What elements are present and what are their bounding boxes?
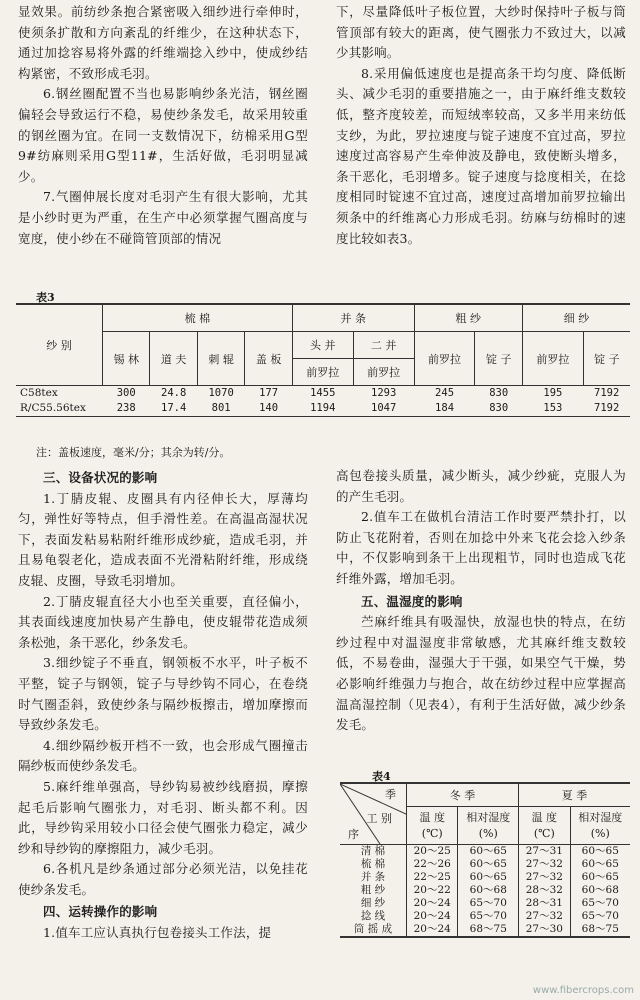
table-cell: 184	[414, 401, 475, 417]
table-cell: 20～22	[407, 884, 458, 897]
table-cell: 27～32	[519, 910, 570, 923]
table-row	[340, 897, 630, 910]
table-cell: 20～24	[407, 897, 458, 910]
table3-note: 注：盖板速度，毫米/分；其余为转/分。	[36, 446, 231, 459]
table-cell: 20～25	[407, 845, 458, 859]
table3-sub-header: 锭 子	[583, 332, 630, 386]
table-cell: 65～70	[458, 910, 519, 923]
table-row	[340, 858, 630, 871]
table-cell: 65～70	[570, 897, 630, 910]
paragraph: 下，尽量降低叶子板位置，大纱时保持叶子板与筒管顶部有较大的距离，使气圈张力不致过大，以减少其影响。	[336, 4, 626, 61]
table-cell: 28～31	[519, 897, 570, 910]
table-cell: 24.8	[161, 387, 187, 399]
table3-sub-header: 前罗拉	[414, 332, 475, 386]
table3-sub-header: 锭 子	[475, 332, 522, 386]
table4	[340, 782, 630, 938]
row-label: 细 纱	[360, 897, 386, 909]
table-row	[16, 386, 630, 402]
table3-group-header: 粗 纱	[414, 304, 522, 332]
table-cell: 300	[116, 387, 136, 399]
paragraph: 4.细纱隔纱板开档不一致，也会形成气圈撞击隔纱板而使纱条发毛。	[18, 737, 308, 774]
row-label: 梳 棉	[360, 858, 386, 870]
text-column-bottom-left	[18, 466, 308, 944]
section-heading: 四、运转操作的影响	[43, 904, 158, 920]
paragraph: 8.采用偏低速度也是提高条干均匀度、降低断头、减少毛羽的重要措施之一，由于麻纤维支数较低，整齐度较差，而短绒率较高，又多半用来纺低支纱，为此，罗拉速度与锭子速度不宜过高，罗拉速度过高容易产生牵伸波及静电，致使断头增多，条干恶化，毛羽增多。锭子速度与捻度相关，在捻度相同时锭速不宜过高，速度过高增加前罗拉输出须条中的纤维离心力形成毛羽。纺麻与纺棉时的速度比较如表3。	[336, 65, 626, 246]
table-cell: 7192	[583, 401, 630, 417]
table4-title: 表4	[372, 770, 391, 783]
table4-corner-header	[340, 783, 407, 845]
table4-col-header: 相对湿度 (%)	[458, 807, 519, 845]
row-label: C58tex	[20, 387, 58, 399]
paragraph: 5.麻纤维单强高，导纱钩易被纱线磨损，摩擦起毛后影响气圈张力，对毛羽、断头都不利。因此，导纱钩采用较小口径会使气圈张力稳定，减少纱和导纱钩的摩擦阻力，减少毛羽。	[18, 778, 308, 856]
table3-sub-header: 道 夫	[150, 332, 197, 386]
table3-sub-header: 二 并	[353, 332, 414, 359]
section-heading: 三、设备状况的影响	[43, 470, 158, 485]
table-cell: 27～30	[519, 923, 570, 937]
table-cell: 1047	[353, 401, 414, 417]
table-cell: 195	[543, 387, 563, 399]
table-cell: 153	[522, 401, 583, 417]
paragraph: 苎麻纤维具有吸湿快，放湿也快的特点，在纺纱过程中对温湿度非常敏感，尤其麻纤维支数较低，不易卷曲，湿强大于干强，如果空气干燥，势必影响纤维强力与抱合，故在纺纱过程中应掌握高温高湿控制（见表4），有利于生活好做，减少纱条发毛。	[336, 614, 626, 733]
row-label: R/C55.56tex	[16, 401, 103, 417]
table3-sub-header: 锡 林	[103, 332, 150, 386]
table-cell: 1293	[371, 387, 397, 399]
table4-col-header: 温 度 (℃)	[519, 807, 570, 845]
table3-sub-sub-header: 前罗拉	[292, 359, 353, 386]
table3-group-header: 并 条	[292, 304, 414, 332]
row-label: 捻 线	[360, 910, 386, 922]
table3-sub-sub-header: 前罗拉	[353, 359, 414, 386]
table-cell: 22～25	[407, 871, 458, 884]
paragraph: 高包卷接头质量，减少断头，减少纱疵，克服人为的产生毛羽。	[336, 468, 626, 504]
table-cell: 1194	[292, 401, 353, 417]
watermark: www.fibercrops.com	[532, 985, 634, 996]
table-cell: 68～75	[570, 923, 630, 937]
table4-col-header: 相对湿度 (%)	[570, 807, 630, 845]
paragraph: 6.各机凡是纱条通过部分必须光洁，以免挂花使纱条发毛。	[18, 861, 308, 897]
table3-group-header: 细 纱	[522, 304, 630, 332]
text-column-bottom-right	[336, 466, 626, 736]
row-label: 并 条	[360, 871, 386, 883]
table-cell: 238	[103, 401, 150, 417]
table3-row-header: 纱 别	[16, 304, 103, 386]
paragraph: 显效果。前纺纱条抱合紧密吸入细纱进行牵伸时，使须条扩散和方向紊乱的纤维少，在这种状态下，通过加捻容易将外露的纤维端捻入纱中，使成纱结构紧密，不致形成毛羽。	[18, 4, 308, 81]
table-cell: 60～65	[458, 858, 519, 871]
corner-process-label: 工 别	[366, 812, 392, 825]
table-cell: 20～24	[407, 923, 458, 937]
table-cell: 27～32	[519, 858, 570, 871]
table-cell: 28～32	[519, 884, 570, 897]
table-row	[340, 884, 630, 897]
table-row	[16, 401, 630, 417]
table-cell: 177	[259, 387, 279, 399]
table-row	[340, 923, 630, 937]
table-cell: 60～65	[570, 858, 630, 871]
row-label: 粗 纱	[360, 884, 386, 896]
table-row	[340, 871, 630, 884]
paragraph: 6.钢丝圈配置不当也易影响纱条光洁，钢丝圈偏轻会导致运行不稳，易使纱条发毛，故采用较重的钢丝圈为宜。在同一支数情况下，纺棉采用G型9#纺麻则采用G型11#，生活好做，毛羽明显减少。	[18, 86, 308, 184]
table3-sub-header: 前罗拉	[522, 332, 583, 386]
row-label: 清 棉	[360, 845, 386, 857]
section-heading: 五、温湿度的影响	[361, 593, 463, 609]
paragraph: 2.值车工在做机台清洁工作时要严禁扑打，以防止飞花附着，否则在加捻中外来飞花会捻入纱条中，不仅影响到条干上出现粗节，同时也造成飞花纤维外露，增加毛羽。	[336, 509, 626, 586]
table-cell: 17.4	[150, 401, 197, 417]
table3-group-header: 梳 棉	[103, 304, 293, 332]
table-cell: 245	[435, 387, 455, 399]
table-cell: 60～65	[570, 845, 630, 859]
paragraph: 3.细纱锭子不垂直，钢领板不水平，叶子板不平整，锭子与钢领，锭子与导纱钩不同心，在卷绕时气圈歪斜，致使纱条与隔纱板擦击，增加摩擦而导致纱条发毛。	[18, 655, 308, 733]
table3	[16, 303, 630, 417]
table-cell: 68～75	[458, 923, 519, 937]
table-cell: 60～65	[458, 845, 519, 859]
table4-season-header: 夏 季	[519, 783, 630, 807]
row-label: 筒 摇 成	[340, 923, 407, 937]
table-cell: 60～68	[570, 884, 630, 897]
table-cell: 60～65	[458, 871, 519, 884]
table-cell: 60～65	[570, 871, 630, 884]
paragraph: 1.值车工应认真执行包卷接头工作法，提	[43, 925, 272, 941]
table-cell: 1455	[310, 387, 336, 399]
table3-sub-header: 盖 板	[245, 332, 292, 386]
table4-col-header: 温 度 (℃)	[407, 807, 458, 845]
table-cell: 801	[197, 401, 244, 417]
paragraph: 1.丁腈皮辊、皮圈具有内径伸长大，厚薄均匀，弹性好等特点，但手滑性差。在高温高湿状况下，表面发粘易粘附纤维形成纱疵，造成毛羽，并且易龟裂老化，造成表面不光滑粘附纤维，形成绕皮辊、皮圈，导致毛羽增加。	[18, 490, 308, 588]
table-cell: 1070	[208, 387, 234, 399]
table-cell: 7192	[594, 387, 620, 399]
table-row	[340, 910, 630, 923]
text-column-top-left	[18, 2, 308, 249]
table-cell: 27～32	[519, 871, 570, 884]
table3-title: 表3	[36, 291, 55, 304]
table4-season-header: 冬 季	[407, 783, 519, 807]
table-cell: 830	[489, 387, 509, 399]
table3-sub-header: 刺 辊	[197, 332, 244, 386]
table-cell: 140	[245, 401, 292, 417]
table-row	[340, 845, 630, 859]
paragraph: 7.气圈伸展长度对毛羽产生有很大影响，尤其是小纱时更为严重，在生产中必须掌握气圈高度与宽度，使小纱在不碰筒管顶部的情况	[18, 189, 308, 246]
corner-order-label: 序	[348, 828, 359, 841]
table-cell: 65～70	[458, 897, 519, 910]
table-cell: 60～68	[458, 884, 519, 897]
table-cell: 22～26	[407, 858, 458, 871]
paragraph: 2.丁腈皮辊直径大小也至关重要，直径偏小，其表面线速度加快易产生静电，使皮辊带花造成须条松弛，条干恶化，纱条发毛。	[18, 593, 308, 650]
table-cell: 65～70	[570, 910, 630, 923]
table-cell: 20～24	[407, 910, 458, 923]
table-cell: 27～31	[519, 845, 570, 859]
table3-sub-header: 头 并	[292, 332, 353, 359]
table-cell: 830	[475, 401, 522, 417]
corner-season-label: 季	[385, 788, 396, 801]
text-column-top-right	[336, 2, 626, 249]
